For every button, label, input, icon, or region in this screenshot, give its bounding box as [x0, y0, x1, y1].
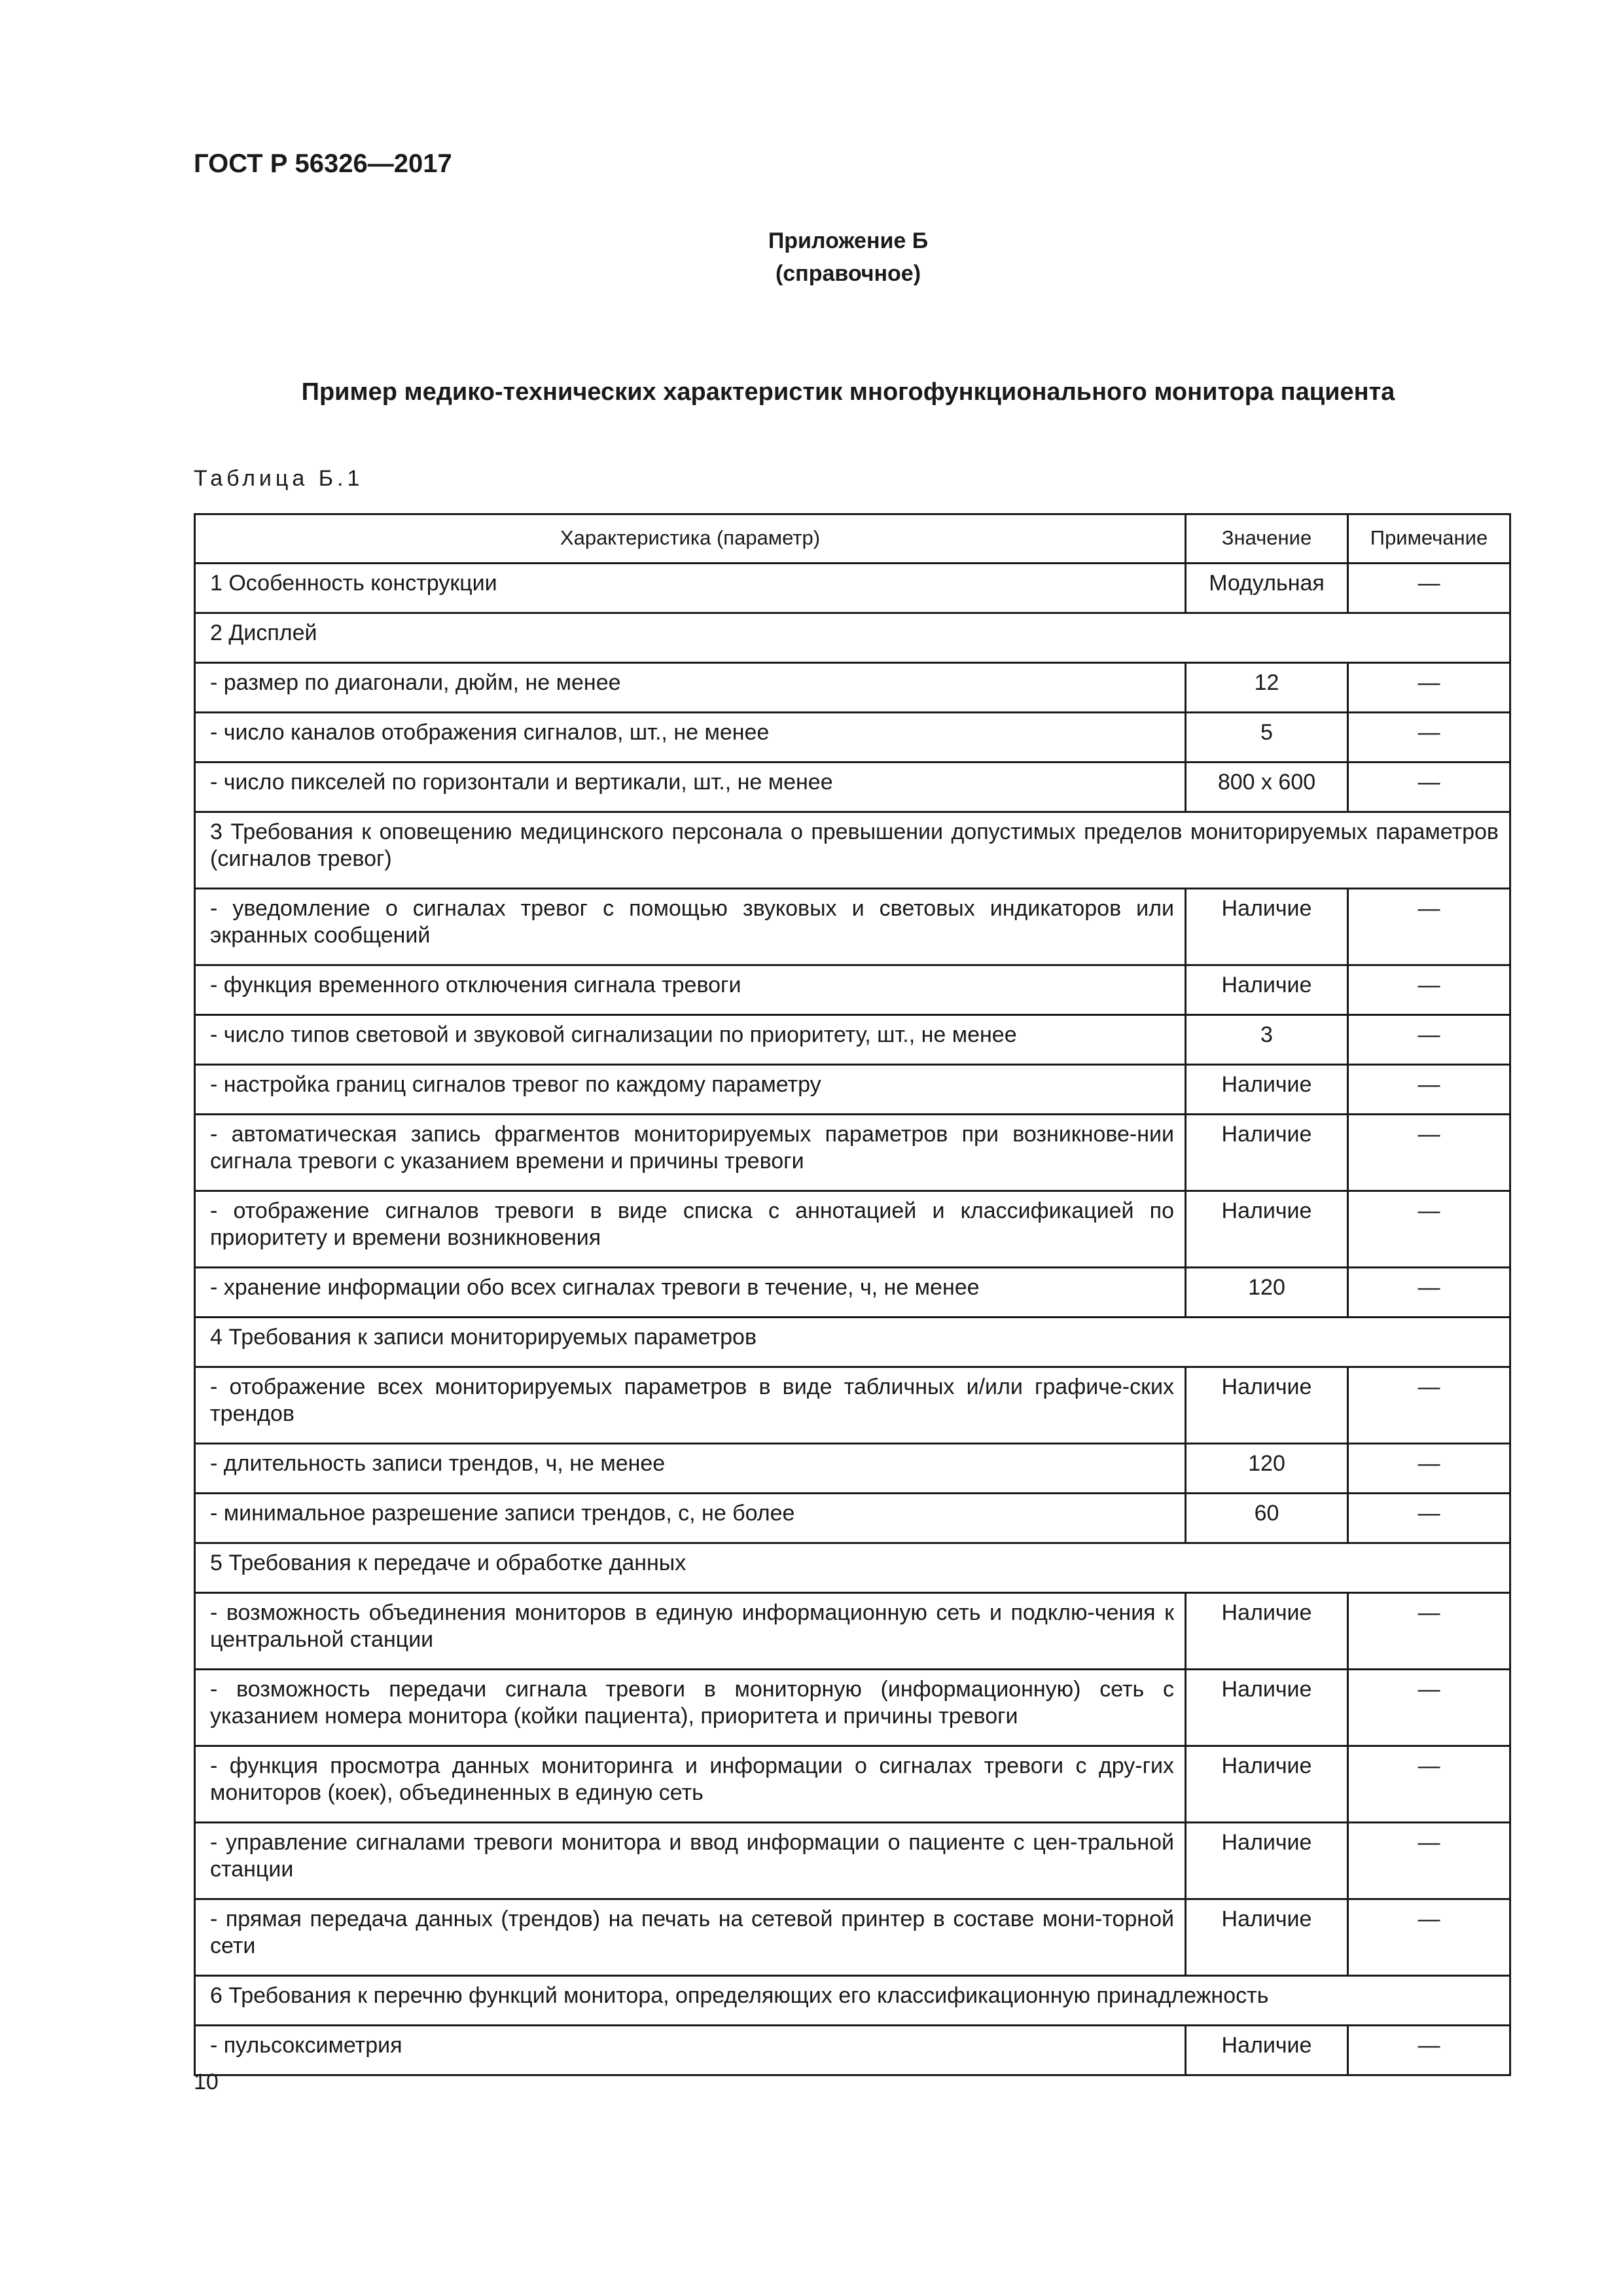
table-row: [195, 1823, 1510, 1899]
parameter-cell: - хранение информации обо всех сигналах тревоги в течение, ч, не менее: [195, 1268, 1186, 1318]
parameter-cell: - число каналов отображения сигналов, шт., не менее: [195, 713, 1186, 762]
note-cell: —: [1348, 1065, 1510, 1115]
note-cell: —: [1348, 1268, 1510, 1318]
table-section-row: [195, 1543, 1510, 1593]
table-row: [195, 713, 1510, 762]
parameter-cell: - прямая передача данных (трендов) на печать на сетевой принтер в составе мони-торной сети: [195, 1899, 1186, 1976]
note-cell: —: [1348, 1367, 1510, 1444]
value-cell: Наличие: [1186, 1191, 1348, 1268]
value-cell: Наличие: [1186, 889, 1348, 965]
value-cell: Наличие: [1186, 1593, 1348, 1670]
table-caption: Таблица Б.1: [194, 466, 364, 491]
parameter-cell: - уведомление о сигналах тревог с помощью звуковых и световых индикаторов или экранных сообщений: [195, 889, 1186, 965]
note-cell: —: [1348, 713, 1510, 762]
parameter-cell: - число типов световой и звуковой сигнализации по приоритету, шт., не менее: [195, 1015, 1186, 1065]
value-cell: Наличие: [1186, 1746, 1348, 1823]
table-row: [195, 1593, 1510, 1670]
note-cell: —: [1348, 1899, 1510, 1976]
note-cell: —: [1348, 1015, 1510, 1065]
value-cell: 800 х 600: [1186, 762, 1348, 812]
value-cell: Наличие: [1186, 1823, 1348, 1899]
table-row: [195, 1268, 1510, 1318]
value-cell: 3: [1186, 1015, 1348, 1065]
note-cell: —: [1348, 1670, 1510, 1746]
table-row: [195, 1065, 1510, 1115]
table-row: [195, 1115, 1510, 1191]
value-cell: Наличие: [1186, 1065, 1348, 1115]
table-row: [195, 965, 1510, 1015]
parameter-cell: - функция просмотра данных мониторинга и информации о сигналах тревоги с дру-гих мониторов (коек), объединенных в единую сеть: [195, 1746, 1186, 1823]
table-row: [195, 1191, 1510, 1268]
note-cell: —: [1348, 1494, 1510, 1543]
appendix-title: Приложение Б: [768, 228, 929, 253]
value-cell: Наличие: [1186, 1670, 1348, 1746]
value-cell: 12: [1186, 663, 1348, 713]
appendix-subtitle: (справочное): [775, 261, 921, 286]
table-row: [195, 1670, 1510, 1746]
note-cell: —: [1348, 1115, 1510, 1191]
note-cell: —: [1348, 663, 1510, 713]
parameter-cell: - длительность записи трендов, ч, не менее: [195, 1444, 1186, 1494]
parameter-cell: - число пикселей по горизонтали и вертикали, шт., не менее: [195, 762, 1186, 812]
table-row: [195, 564, 1510, 613]
value-cell: 120: [1186, 1268, 1348, 1318]
note-cell: —: [1348, 564, 1510, 613]
parameter-cell: - возможность объединения мониторов в единую информационную сеть и подклю-чения к центральной станции: [195, 1593, 1186, 1670]
table-row: [195, 663, 1510, 713]
table-section-row: [195, 1318, 1510, 1367]
parameter-cell: - настройка границ сигналов тревог по каждому параметру: [195, 1065, 1186, 1115]
page-title: Пример медико-технических характеристик многофункционального монитора пациента: [301, 378, 1395, 406]
column-header-value: Значение: [1186, 514, 1348, 564]
parameter-cell: - размер по диагонали, дюйм, не менее: [195, 663, 1186, 713]
value-cell: Наличие: [1186, 1899, 1348, 1976]
section-title-cell: 4 Требования к записи мониторируемых параметров: [195, 1318, 1510, 1367]
table-row: [195, 889, 1510, 965]
value-cell: 120: [1186, 1444, 1348, 1494]
table-body: [195, 564, 1510, 2075]
parameter-cell: - отображение сигналов тревоги в виде списка с аннотацией и классификацией по приоритету и времени возникновения: [195, 1191, 1186, 1268]
column-header-note: Примечание: [1348, 514, 1510, 564]
standard-code: ГОСТ Р 56326—2017: [194, 149, 452, 178]
parameter-cell: 1 Особенность конструкции: [195, 564, 1186, 613]
note-cell: —: [1348, 2026, 1510, 2075]
value-cell: Наличие: [1186, 1367, 1348, 1444]
value-cell: Модульная: [1186, 564, 1348, 613]
table-row: [195, 1746, 1510, 1823]
value-cell: Наличие: [1186, 965, 1348, 1015]
parameter-cell: - автоматическая запись фрагментов мониторируемых параметров при возникнове-нии сигнала тревоги с указанием времени и причины тревоги: [195, 1115, 1186, 1191]
table-section-row: [195, 1976, 1510, 2026]
table-row: [195, 2026, 1510, 2075]
value-cell: Наличие: [1186, 2026, 1348, 2075]
parameter-cell: - отображение всех мониторируемых параметров в виде табличных и/или графиче-ских трендов: [195, 1367, 1186, 1444]
value-cell: 60: [1186, 1494, 1348, 1543]
parameter-cell: - возможность передачи сигнала тревоги в мониторную (информационную) сеть с указанием номера монитора (койки пациента), приоритета и причины тревоги: [195, 1670, 1186, 1746]
table-row: [195, 1899, 1510, 1976]
table-row: [195, 1367, 1510, 1444]
spec-table: [194, 513, 1511, 2076]
note-cell: —: [1348, 1823, 1510, 1899]
table-section-row: [195, 613, 1510, 663]
section-title-cell: 2 Дисплей: [195, 613, 1510, 663]
table-row: [195, 1444, 1510, 1494]
value-cell: Наличие: [1186, 1115, 1348, 1191]
table-row: [195, 1494, 1510, 1543]
parameter-cell: - управление сигналами тревоги монитора и ввод информации о пациенте с цен-тральной станции: [195, 1823, 1186, 1899]
note-cell: —: [1348, 1444, 1510, 1494]
note-cell: —: [1348, 1593, 1510, 1670]
parameter-cell: - функция временного отключения сигнала тревоги: [195, 965, 1186, 1015]
section-title-cell: 5 Требования к передаче и обработке данных: [195, 1543, 1510, 1593]
table-row: [195, 1015, 1510, 1065]
note-cell: —: [1348, 889, 1510, 965]
note-cell: —: [1348, 1191, 1510, 1268]
table-row: [195, 762, 1510, 812]
column-header-parameter: Характеристика (параметр): [195, 514, 1186, 564]
parameter-cell: - пульсоксиметрия: [195, 2026, 1186, 2075]
page-number: 10: [194, 2070, 219, 2094]
note-cell: —: [1348, 965, 1510, 1015]
appendix-block: [194, 224, 1503, 290]
table-section-row: [195, 812, 1510, 889]
section-title-cell: 3 Требования к оповещению медицинского персонала о превышении допустимых пределов мониторируемых параметров (сигналов тревог): [195, 812, 1510, 889]
note-cell: —: [1348, 762, 1510, 812]
parameter-cell: - минимальное разрешение записи трендов, с, не более: [195, 1494, 1186, 1543]
value-cell: 5: [1186, 713, 1348, 762]
note-cell: —: [1348, 1746, 1510, 1823]
table-header-row: [195, 514, 1510, 564]
section-title-cell: 6 Требования к перечню функций монитора, определяющих его классификационную принадлежность: [195, 1976, 1510, 2026]
